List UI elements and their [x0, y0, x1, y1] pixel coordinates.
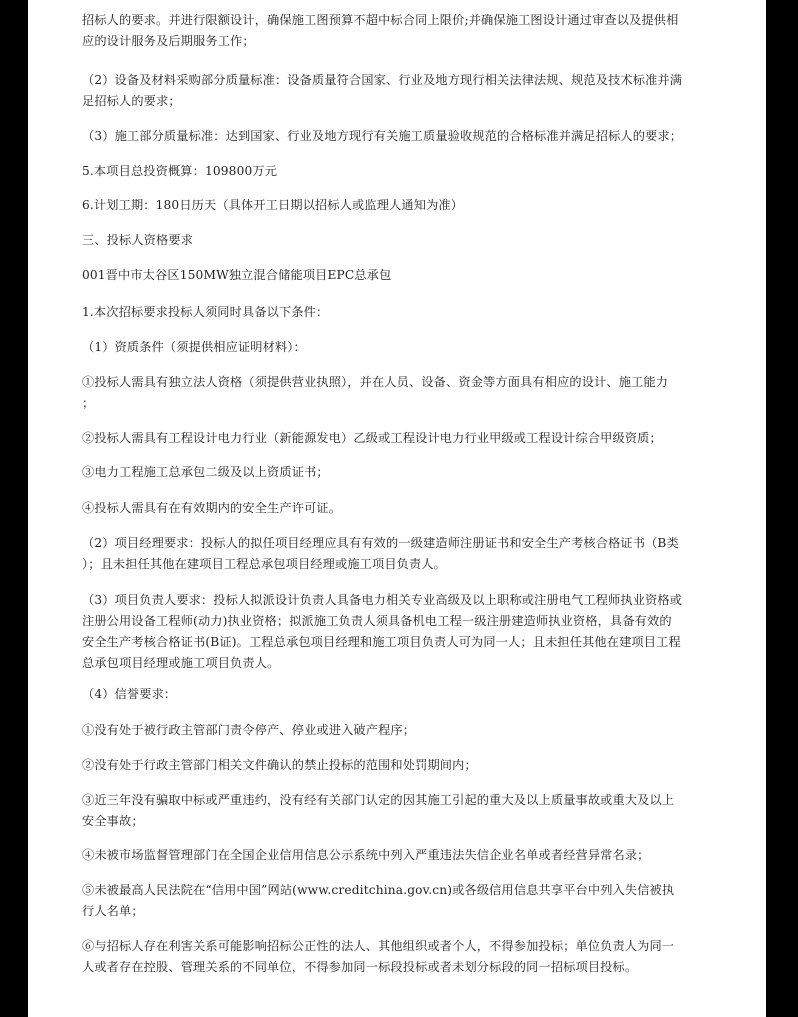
list-item-conflict-of-interest	[82, 936, 762, 978]
list-item-not-dishonest-debtor	[82, 880, 762, 922]
paragraph-construction-quality	[82, 126, 762, 147]
project-name	[82, 265, 762, 286]
text-line: ②投标人需具有工程设计电力行业（新能源发电）乙级或工程设计电力行业甲级或工程设计综合甲级资质；	[82, 431, 662, 445]
text-line: 001晋中市太谷区150MW独立混合储能项目EPC总承包	[82, 268, 392, 282]
text-line: ；	[82, 396, 95, 410]
text-line: （4）信誉要求：	[82, 687, 177, 701]
text-line: 三、投标人资格要求	[82, 233, 194, 247]
text-line: ⑥与招标人存在利害关系可能影响招标公正性的法人、其他组织或者个人，不得参加投标；单位负责人为同一	[82, 939, 675, 953]
text-line: ③电力工程施工总承包二级及以上资质证书；	[82, 465, 329, 479]
paragraph-conditions-intro	[82, 302, 762, 323]
text-line: （2）项目经理要求：投标人的拟任项目经理应具有有效的一级建造师注册证书和安全生产考核合格证书（B类	[82, 536, 679, 550]
list-item-safety-license	[82, 498, 762, 519]
text-line: 招标人的要求。并进行限额设计，确保施工图预算不超中标合同上限价;并确保施工图设计通过审查以及提供相	[82, 13, 679, 27]
paragraph-credit-requirements	[82, 684, 762, 705]
text-line: ①投标人需具有独立法人资格（须提供营业执照），并在人员、设备、资金等方面具有相应的设计、施工能力	[82, 375, 669, 389]
text-line: （1）资质条件（须提供相应证明材料）：	[82, 340, 306, 354]
text-line: 行人名单；	[82, 904, 144, 918]
text-line: ②没有处于行政主管部门相关文件确认的禁止投标的范围和处罚期间内；	[82, 758, 477, 772]
paragraph-total-investment	[82, 161, 762, 182]
text-line: （3）项目负责人要求：投标人拟派设计负责人具备电力相关专业高级及以上职称或注册电气工程师执业资格或	[82, 593, 683, 607]
list-item-no-fraud-accidents	[82, 790, 762, 832]
text-line: ）；且未担任其他在建项目工程总承包项目经理或施工项目负责人。	[82, 557, 447, 571]
list-item-not-blacklisted	[82, 845, 762, 866]
paragraph-equipment-quality	[82, 70, 762, 112]
text-line: 安全事故；	[82, 814, 144, 828]
list-item-no-bid-ban	[82, 755, 762, 776]
paragraph-project-lead-requirements	[82, 590, 762, 674]
text-line: 总承包项目经理或施工项目负责人。	[82, 656, 280, 670]
paragraph-design-requirements	[82, 10, 762, 52]
text-line: 5.本项目总投资概算：109800万元	[82, 164, 278, 178]
text-line: 注册公用设备工程师(动力)执业资格；拟派施工负责人须具备机电工程一级注册建造师执业资格，具备有效的	[82, 614, 672, 628]
section-heading-bidder-qualifications	[82, 230, 762, 251]
document-page	[28, 0, 766, 1017]
text-line: ④未被市场监督管理部门在全国企业信用信息公示系统中列入严重违法失信企业名单或者经营异常名录；	[82, 848, 650, 862]
text-line: 应的设计服务及后期服务工作；	[82, 34, 255, 48]
text-line: 安全生产考核合格证书(B证)。工程总承包项目经理和施工项目负责人可为同一人；且未担任其他在建项目工程	[82, 635, 681, 649]
text-line: ⑤未被最高人民法院在“信用中国”网站(www.creditchina.gov.cn)或各级信用信息共享平台中列入失信被执	[82, 883, 675, 897]
list-item-construction-certificate	[82, 462, 762, 483]
paragraph-project-manager-requirements	[82, 533, 762, 575]
text-line: ④投标人需具有在有效期内的安全生产许可证。	[82, 501, 342, 515]
list-item-legal-entity	[82, 372, 762, 414]
text-line: （3）施工部分质量标准：达到国家、行业及地方现行有关施工质量验收规范的合格标准并满足招标人的要求；	[82, 129, 683, 143]
list-item-design-qualification	[82, 428, 762, 449]
paragraph-qualification-conditions	[82, 337, 762, 358]
text-line: 人或者存在控股、管理关系的不同单位，不得参加同一标段投标或者未划分标段的同一招标项目投标。	[82, 960, 638, 974]
text-line: 1.本次招标要求投标人须同时具备以下条件：	[82, 305, 329, 319]
text-line: ③近三年没有骗取中标或严重违约，没有经有关部门认定的因其施工引起的重大及以上质量事故或重大及以上	[82, 793, 675, 807]
paragraph-planned-duration	[82, 195, 762, 216]
list-item-no-suspension	[82, 720, 762, 741]
text-line: ①没有处于被行政主管部门责令停产、停业或进入破产程序；	[82, 723, 416, 737]
text-line: 6.计划工期：180日历天（具体开工日期以招标人或监理人通知为准）	[82, 198, 464, 212]
text-line: 足招标人的要求；	[82, 94, 181, 108]
text-line: （2）设备及材料采购部分质量标准：设备质量符合国家、行业及地方现行相关法律法规、规范及技术标准并满	[82, 73, 683, 87]
